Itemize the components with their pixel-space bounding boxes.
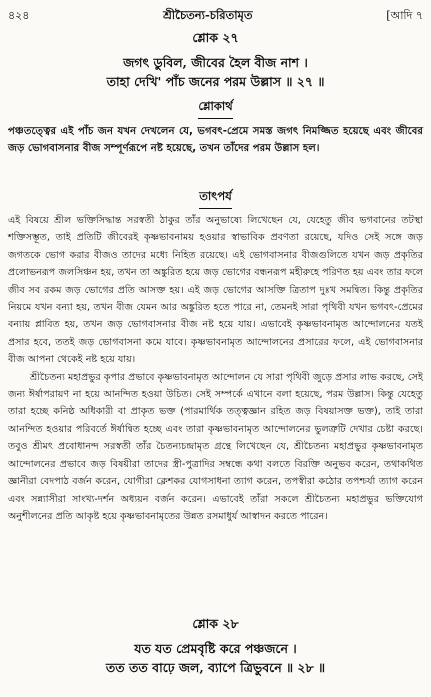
- page-header: [8, 6, 423, 26]
- verse-28-line-1: যত যত প্রেমবৃষ্টি করে পঞ্চজনে ।: [134, 641, 297, 656]
- purport-paragraph-1: এই বিষয়ে শ্রীল ভক্তিসিদ্ধান্ত সরস্বতী ঠাকুর তাঁর অনুভাষ্যে লিখেছেন যে, যেহেতু জীব ভগবানের তটস্থা শক্তিসম্ভূত, তাই প্রতিটি জীবেরই কৃষ্ণভাবনাময় হওয়ার স্বাভাবিক প্রবণতা রয়েছে, যদিও সেই সঙ্গে জড় জগতকে ভোগ করার বীজও তাদের মধ্যে নিহিত রয়েছে। এই ভোগবাসনার বীজগুলিতে যখন জড় প্রকৃতির প্রলোভনরূপ জলসিঞ্চন হয়, তখন তা অঙ্কুরিত হয়ে জড় ভোগের বন্ধনরূপ মহীরুহে পরিণত হয় এবং তার ফলে জীব সব রকম জড় ভোগের প্রতি আসক্ত হয়। এই জড় ভোগের আসক্তি ত্রিতাপ দুঃখ সমন্বিত। কিন্তু প্রকৃতির নিয়মে যখন বন্যা হয়, তখন বীজ যেমন আর অঙ্কুরিত হতে পারে না, তেমনই সারা পৃথিবী যখন ভগবৎ-প্রেমের বন্যায় প্লাবিত হয়, তখন জড় ভোগবাসনার বীজ নষ্ট হয়ে যায়। এভাবেই কৃষ্ণভাবনামৃত আন্দোলনের যতই প্রসার হবে, ততই জড় ভোগবাসনা কমে যাবে। কৃষ্ণভাবনামৃত আন্দোলনের প্রসারের ফলে, এই ভোগবাসনার বীজ আপনা থেকেই নষ্ট হয়ে যায়।: [8, 215, 423, 366]
- verse-28-line-2: তত তত বাঢ়ে জল, ব্যাপে ত্রিভুবনে ॥ ২৮ ॥: [105, 660, 326, 675]
- book-title: শ্রীচৈতন্য-চরিতামৃত: [163, 7, 253, 22]
- verse-27-block: [8, 30, 423, 91]
- page-number: ৪২৪: [8, 8, 30, 22]
- chapter-reference: [আদি ৭: [386, 8, 423, 22]
- translation-block: [8, 98, 423, 157]
- verse-28-heading: শ্লোক ২৮: [192, 616, 239, 631]
- purport-paragraph-2: শ্রীচৈতন্য মহাপ্রভুর কৃপার প্রভাবে কৃষ্ণভাবনামৃত আন্দোলন যে সারা পৃথিবী জুড়ে প্রসার লাভ করছে, সেই জন্য ঈর্ষাপরায়ণ না হয়ে আনন্দিত হওয়া উচিত। সেই সম্পর্কে এখানে বলা হয়েছে, পরম উল্লাস। কিন্তু যেহেতু তারা হচ্ছে কনিষ্ঠ অধিকারী বা প্রাকৃত ভক্ত (পারমার্থিক তত্ত্বজ্ঞান রহিত জড় বিষয়াসক্ত ভক্ত), তাই তারা আনন্দিত হওয়ার পরিবর্তে ঈর্ষান্বিত হচ্ছে এবং তারা কৃষ্ণভাবনামৃত আন্দোলনের ভুলত্রুটি দেখার চেষ্টা করছে। তবুও শ্রীমৎ প্রবোধানন্দ সরস্বতী তাঁর চৈতন্যচন্দ্রামৃত গ্রন্থে লিখেছেন যে, শ্রীচৈতন্য মহাপ্রভুর কৃষ্ণভাবনামৃত আন্দোলনের প্রভাবে জড় বিষয়ীরা তাদের স্ত্রী-পুত্রাদির সম্বন্ধে কথা বলতে বিরক্তি অনুভব করেন, তথাকথিত জ্ঞানীরা বেদপাঠ বর্জন করেন, যোগীরা ক্লেশকর যোগসাধনা ত্যাগ করেন, তপস্বীরা কঠোর তপশ্চর্যা ত্যাগ করেন এবং সন্ন্যাসীরা সাংখ্য-দর্শন অধ্যয়ন বর্জন করেন। এভাবেই তাঁরা সকলে শ্রীচৈতন্য মহাপ্রভুর ভক্তিযোগ অনুশীলনের প্রতি আকৃষ্ট হয়ে কৃষ্ণভাবনামৃতের উন্নত রসমাধুর্য আস্বাদন করতে পারেন।: [8, 371, 423, 522]
- verse-28-block: [8, 616, 423, 677]
- verse-27-line-2: তাহা দেখি' পাঁচ জনের পরম উল্লাস ॥ ২৭ ॥: [106, 74, 325, 89]
- verse-27-line-1: জগৎ ডুবিল, জীবের হৈল বীজ নাশ ।: [123, 55, 308, 70]
- purport-block: [8, 188, 423, 525]
- translation-heading: শ্লোকার্থ: [198, 98, 232, 119]
- translation-text: পঞ্চতত্ত্বের এই পাঁচ জন যখন দেখলেন যে, ভগবৎ-প্রেমে সমস্ত জগৎ নিমজ্জিত হয়েছে এবং জীবের জড় ভোগবাসনার বীজ সম্পূর্ণরূপে নষ্ট হয়েছে, তখন তাঁদের পরম উল্লাস হল।: [8, 126, 423, 154]
- verse-27-heading: শ্লোক ২৭: [192, 30, 239, 45]
- purport-heading: তাৎপর্য: [199, 188, 232, 209]
